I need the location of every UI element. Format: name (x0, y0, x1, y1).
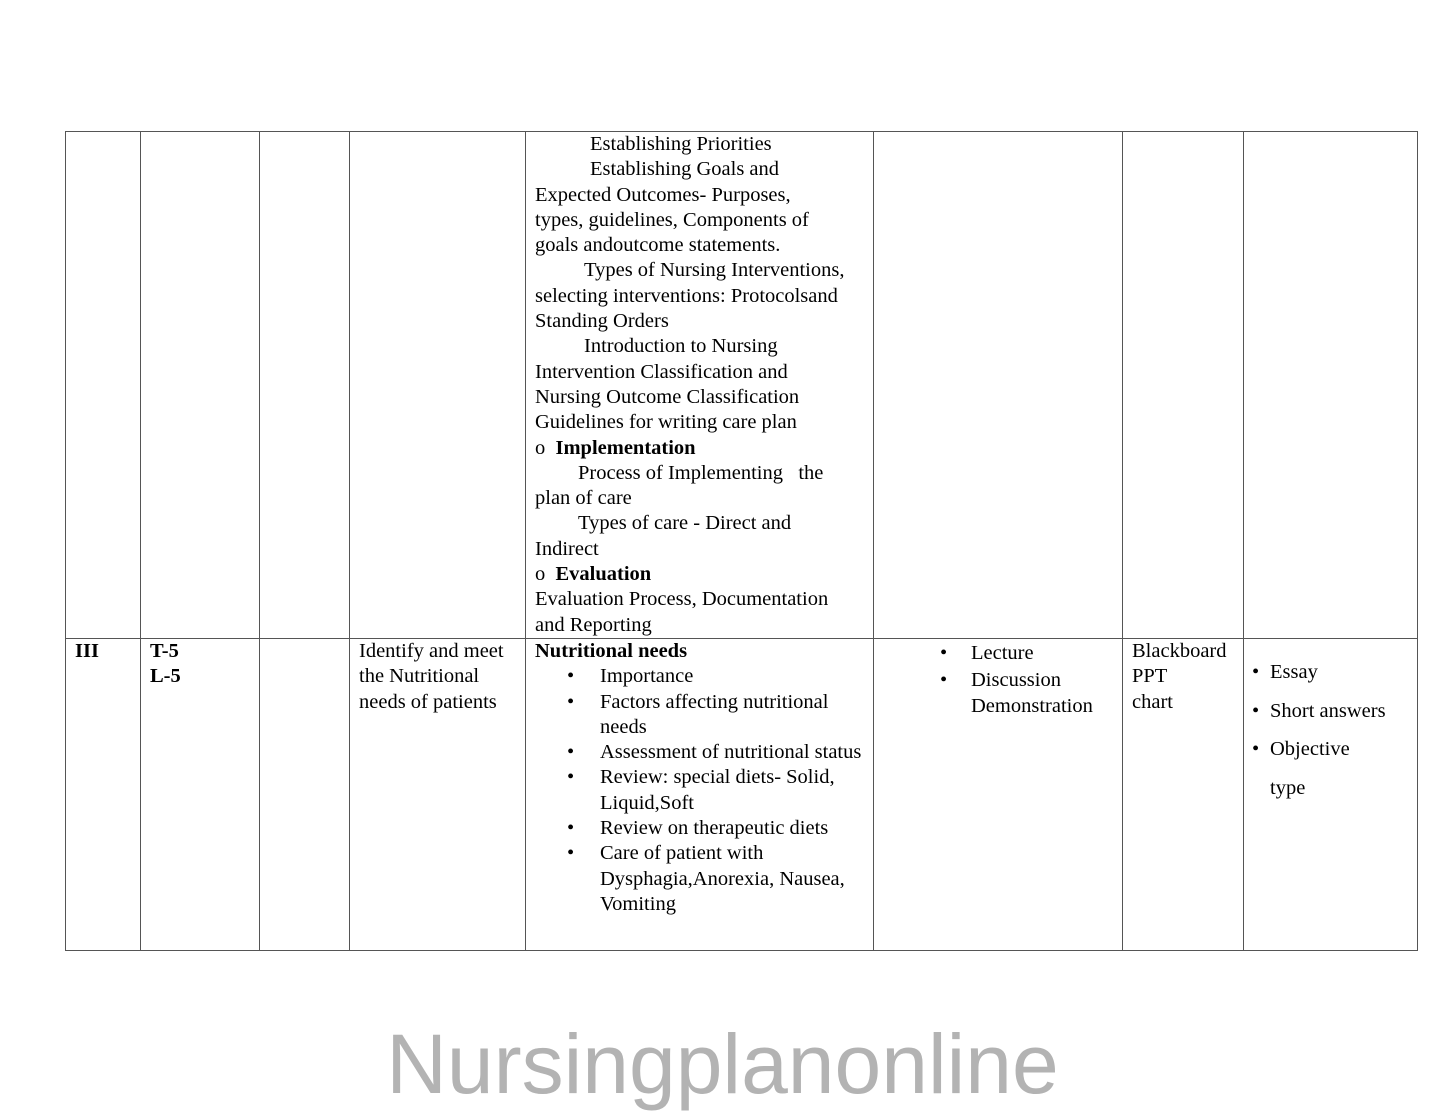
aid-item: PPT (1132, 665, 1168, 688)
content-text: plan of care (535, 487, 632, 510)
time-lab: L-5 (150, 665, 181, 688)
content-line (535, 132, 864, 157)
content-line (535, 461, 864, 486)
sub-bullet-marker: o (535, 436, 556, 459)
empty-cell (260, 639, 350, 951)
content-line (535, 537, 864, 562)
unit-number: III (75, 640, 99, 662)
watermark: Nursingplanonline (386, 1017, 1059, 1111)
evaluation-cell (1244, 639, 1418, 951)
content-text: Standing Orders (535, 310, 669, 333)
list-item: • Factors affecting nutritional needs (535, 690, 864, 741)
content-line (535, 334, 864, 359)
objective-text: Identify and meet the Nutritional needs of patients (359, 640, 504, 713)
content-cell (526, 132, 874, 639)
objective-cell (350, 132, 526, 639)
content-line (535, 613, 864, 638)
evaluation-list (1244, 653, 1417, 807)
list-item: Demonstration (971, 694, 1093, 717)
content-line (535, 233, 864, 258)
content-text: goals andoutcome statements. (535, 234, 781, 257)
content-line (535, 436, 864, 461)
objective-cell (350, 639, 526, 951)
content-text: selecting interventions: Protocolsand (535, 284, 838, 307)
content-line (535, 385, 864, 410)
content-line (535, 157, 864, 182)
list-item: • Essay (1244, 653, 1417, 692)
list-item: • Review: special diets- Solid, Liquid,Soft (535, 765, 864, 816)
time-cell (141, 639, 260, 951)
content-text: Expected Outcomes- Purposes, (535, 183, 791, 206)
content-cell (526, 639, 874, 951)
content-line (535, 284, 864, 309)
empty-cell (260, 132, 350, 639)
list-item: • Short answers (1244, 692, 1417, 731)
content-text: Nursing Outcome Classification (535, 385, 800, 408)
section-heading: Implementation (555, 436, 696, 459)
list-item: • Objective (1244, 730, 1417, 769)
content-title: Nutritional needs (535, 640, 688, 662)
content-line (535, 587, 864, 612)
evaluation-cell (1244, 132, 1418, 639)
content-line (535, 410, 864, 435)
table-row (66, 639, 1418, 951)
list-item: • Importance (535, 664, 864, 689)
content-line (535, 486, 864, 511)
section-heading: Evaluation (555, 563, 652, 586)
content-line (535, 208, 864, 233)
aids-cell (1123, 132, 1244, 639)
content-line (535, 309, 864, 334)
methods-list (874, 641, 1122, 719)
content-text: and Reporting (535, 613, 652, 636)
content-line (535, 511, 864, 536)
content-text: Guidelines for writing care plan (535, 411, 797, 434)
content-text: Evaluation Process, Documentation (535, 588, 829, 611)
content-text: Intervention Classification and (535, 360, 788, 383)
content-list (535, 664, 864, 917)
content-line (535, 360, 864, 385)
curriculum-table (65, 131, 1418, 951)
content-text: Types of Nursing Interventions, (584, 259, 845, 282)
content-text: Introduction to Nursing (584, 335, 778, 358)
sub-bullet-marker: o (535, 563, 556, 586)
aid-item: Blackboard (1132, 640, 1227, 662)
content-text: Types of care - Direct and (578, 512, 792, 535)
content-line (535, 183, 864, 208)
table-row (66, 132, 1418, 639)
methods-cell (874, 639, 1123, 951)
list-item: • Review on therapeutic diets (535, 816, 864, 841)
content-text: Process of Implementing the (578, 461, 824, 484)
list-item: type (1270, 776, 1306, 799)
list-item: • Assessment of nutritional status (535, 740, 864, 765)
content-text: Establishing Priorities (590, 133, 772, 155)
content-line (535, 258, 864, 283)
unit-cell (66, 639, 141, 951)
content-text: types, guidelines, Components of (535, 208, 809, 231)
time-cell (141, 132, 260, 639)
methods-cell (874, 132, 1123, 639)
unit-cell (66, 132, 141, 639)
aids-cell (1123, 639, 1244, 951)
content-text: Indirect (535, 537, 599, 560)
content-line (535, 562, 864, 587)
aid-item: chart (1132, 690, 1173, 713)
list-item: • Discussion (874, 668, 1122, 693)
list-item: • Lecture (874, 641, 1122, 666)
list-item: • Care of patient with Dysphagia,Anorexia, Nausea, Vomiting (535, 841, 864, 917)
time-theory: T-5 (150, 640, 179, 662)
content-text: Establishing Goals and (590, 158, 780, 181)
